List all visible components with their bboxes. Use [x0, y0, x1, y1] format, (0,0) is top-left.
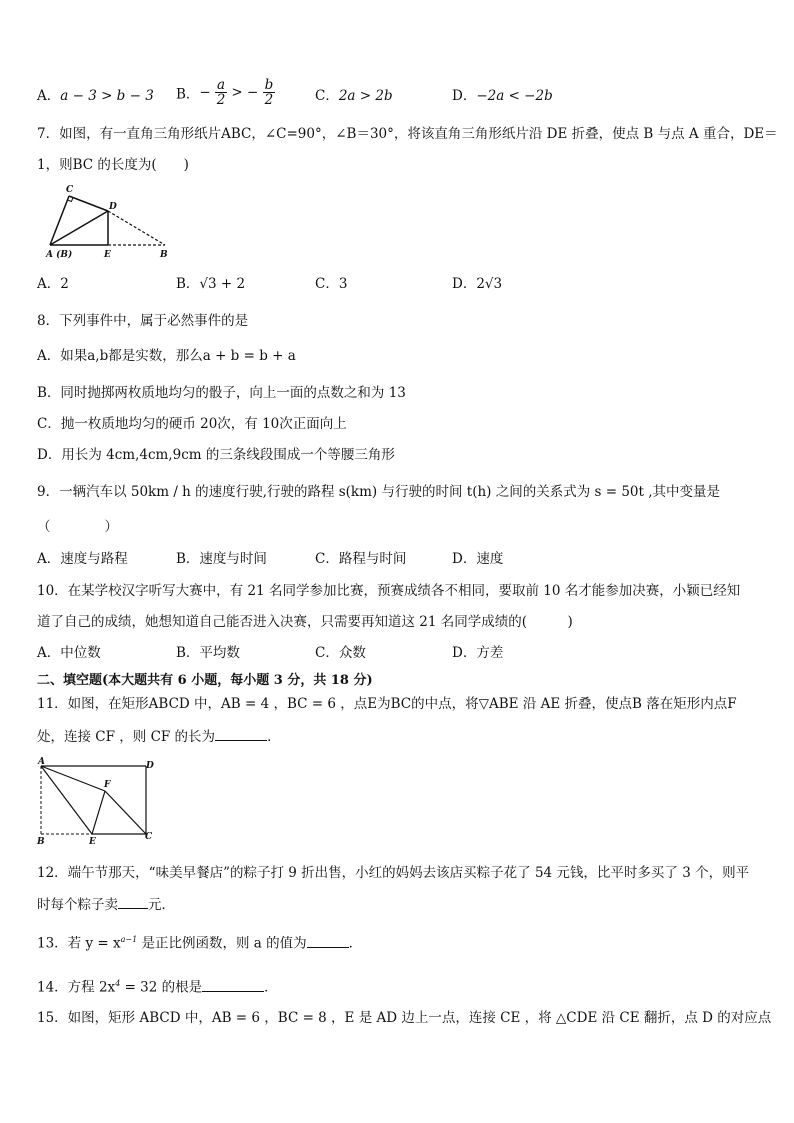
q11-line-fe: [92, 791, 105, 834]
q8-option-d: D．用长为 4cm,4cm,9cm 的三条线段围成一个等腰三角形: [37, 447, 395, 463]
q14-stem: 14．方程 $2x^4 = 32$ 的根是 ．: [37, 974, 278, 998]
q11-label-b: B: [37, 837, 45, 847]
q12-stem-line2: 时每个粽子卖 元．: [37, 894, 175, 915]
q14-answer-blank[interactable]: [202, 977, 264, 992]
q6-option-d: D．−2a < −2b: [452, 88, 553, 104]
q7-triangle-figure: [40, 183, 180, 263]
q12-stem-line1: 12．端午节那天，“味美早餐店”的粽子打 9 折出售，小红的妈妈去该店买粽子花了 54 元钱，比平时多买了 3 个，则平: [37, 865, 750, 881]
q11-line-fc: [105, 791, 146, 834]
q7-label-b: B: [160, 250, 168, 260]
q8-option-b: B．同时抛掷两枚质地均匀的骰子，向上一面的点数之和为 13: [37, 385, 406, 401]
q9-option-c: C．路程与时间: [315, 551, 407, 567]
q11-label-c: C: [145, 832, 153, 842]
q10-option-a: A．中位数: [37, 645, 101, 661]
q8-option-c: C．抛一枚质地均匀的硬币 20次，有 10次正面向上: [37, 416, 347, 432]
section-2-title: 二、填空题(本大题共有 6 小题，每小题 3 分，共 18 分): [37, 673, 373, 688]
q7-line-ac: [50, 196, 69, 245]
q10-option-d: D．方差: [452, 645, 504, 661]
q9-option-b: B．速度与时间: [176, 551, 267, 567]
q11-rectangle-figure: [36, 758, 161, 848]
q9-option-d: D．速度: [452, 551, 504, 567]
q6-option-b: B．− $\frac{a}{2}$ > − $\frac{b}{2}$: [176, 77, 274, 108]
q10-stem-line2: 道了自己的成绩，她想知道自己能否进入决赛，只需要再知道这 21 名同学成绩的( ): [37, 614, 573, 630]
q7-option-c: C．3: [315, 276, 348, 292]
q7-label-c: C: [66, 185, 74, 195]
q6-option-c: C．2a > 2b: [315, 88, 393, 104]
q7-stem-line1: 7．如图，有一直角三角形纸片ABC，∠C=90°，∠B＝30°，将该直角三角形纸片沿 DE 折叠，使点 B 与点 A 重合，DE＝: [37, 126, 778, 142]
q11-label-d: D: [146, 761, 154, 771]
q11-label-a: A: [38, 757, 45, 767]
q13-answer-blank[interactable]: [307, 933, 349, 948]
q11-stem-line2: 处，连接 CF ，则 CF 的长为 ．: [37, 726, 281, 747]
q8-option-a: A．如果a,b都是实数，那么a + b = b + a: [37, 348, 296, 364]
q7-label-e: E: [104, 250, 111, 260]
q7-line-cd: [69, 196, 108, 211]
q9-stem-line2: （ ）: [37, 519, 118, 535]
q11-label-e: E: [89, 837, 96, 847]
q9-option-a: A．速度与路程: [37, 551, 128, 567]
q12-answer-blank[interactable]: [118, 894, 148, 909]
q15-stem-line1: 15．如图，矩形 ABCD 中，AB = 6 ，BC = 8 ，E 是 AD 边上一点，连接 CE ，将 △CDE 沿 CE 翻折，点 D 的对应点: [37, 1010, 772, 1026]
q7-label-d: D: [109, 202, 117, 212]
q7-dashed-db: [108, 211, 165, 245]
q9-stem-line1: 9．一辆汽车以 50km / h 的速度行驶,行驶的路程 s(km) 与行驶的时间 t(h) 之间的关系式为 s = 50t ,其中变量是: [37, 484, 721, 500]
q10-stem-line1: 10．在某学校汉字听写大赛中，有 21 名同学参加比赛，预赛成绩各不相同，要取前 10 名才能参加决赛，小颖已经知: [37, 583, 741, 599]
q11-answer-blank[interactable]: [215, 726, 267, 741]
q6-option-a: A．a − 3 > b − 3: [37, 88, 154, 104]
q11-stem-line1: 11．如图，在矩形ABCD 中，AB = 4 ，BC = 6 ，点E为BC的中点，将▽ABE 沿 AE 折叠，使点B 落在矩形内点F: [37, 696, 737, 712]
q7-option-d: D．2√3: [452, 276, 503, 292]
q13-stem: 13．若 $y = x^{a-1}$ 是正比例函数，则 a 的值为 ．: [37, 930, 362, 954]
q7-stem-line2: 1，则BC 的长度为( ): [37, 157, 189, 173]
q11-label-f: F: [104, 780, 111, 790]
q10-option-b: B．平均数: [176, 645, 240, 661]
q7-option-a: A．2: [37, 276, 69, 292]
q10-option-c: C．众数: [315, 645, 366, 661]
q8-stem: 8．下列事件中，属于必然事件的是: [37, 313, 249, 329]
q7-label-a-b: A (B): [46, 250, 73, 260]
q7-line-ad: [50, 211, 108, 245]
q7-option-b: B．√3 + 2: [176, 276, 246, 292]
